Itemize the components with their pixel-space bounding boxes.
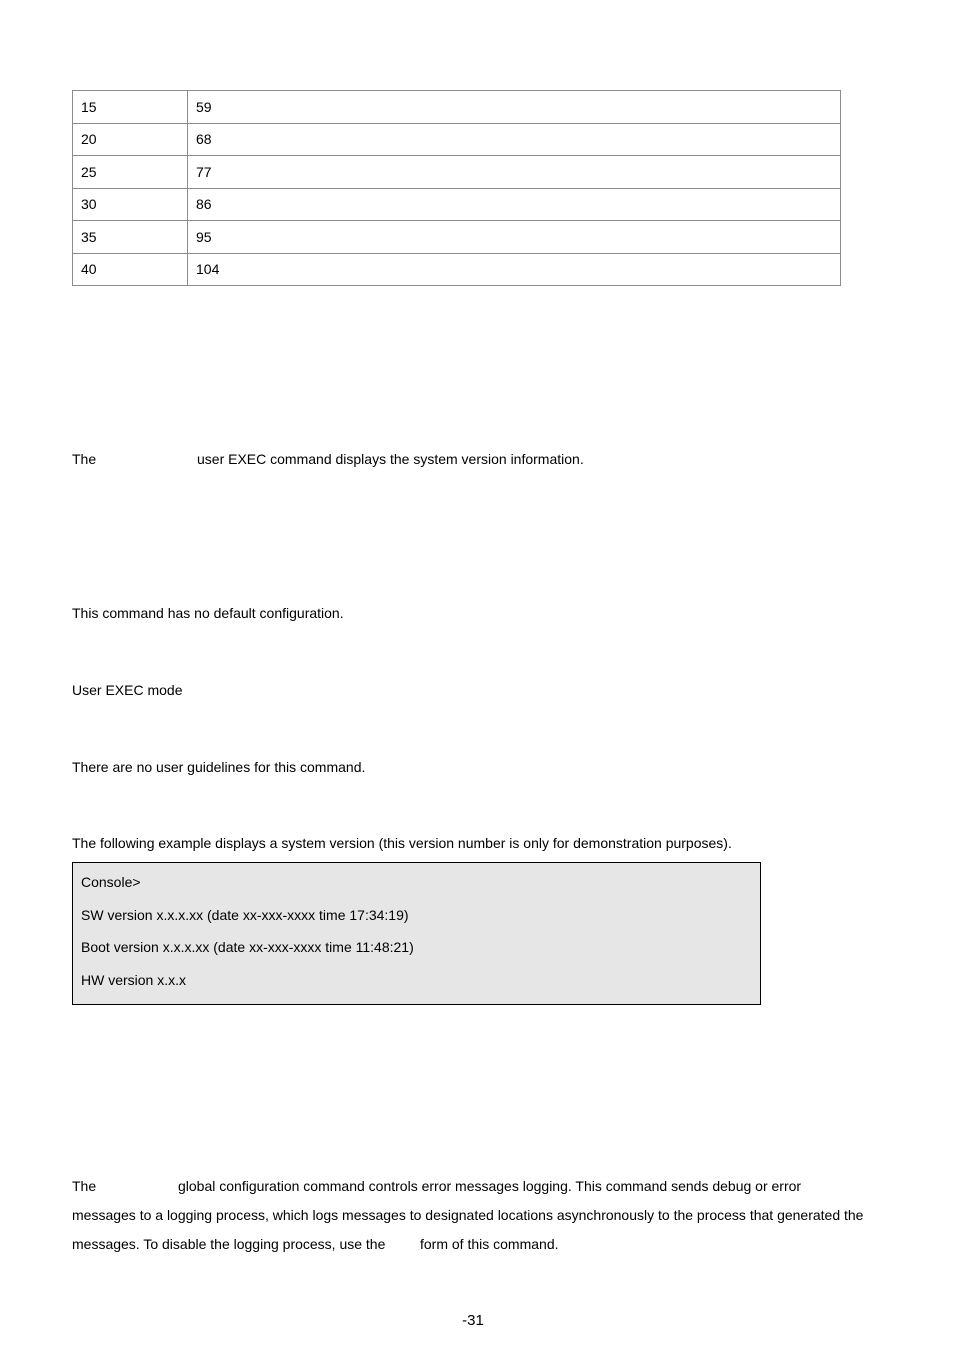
description-prefix: The (72, 451, 97, 467)
table-cell: 40 (73, 253, 188, 286)
table-cell: 68 (188, 123, 841, 156)
logging-line2-text: messages to a logging process, which logs messages to designated locations asynchronously to the process that generated the (72, 1207, 864, 1223)
console-line: SW version x.x.x.xx (date xx-xxx-xxxx time 17:34:19) (81, 907, 409, 923)
table-row (73, 253, 841, 286)
logging-line1-text: global configuration command controls error messages logging. This command sends debug or error (178, 1178, 802, 1194)
page-number: -31 (462, 1312, 484, 1329)
description-text: user EXEC command displays the system version information. (197, 451, 584, 467)
table-cell: 104 (188, 253, 841, 286)
table-cell: 30 (73, 188, 188, 221)
console-line: Boot version x.x.x.xx (date xx-xxx-xxxx time 11:48:21) (81, 939, 414, 955)
console-line: Console> (81, 874, 141, 890)
mode-text: User EXEC mode (72, 682, 183, 698)
table-cell: 59 (188, 91, 841, 124)
table-row (73, 188, 841, 221)
guidelines-text: There are no user guidelines for this command. (72, 759, 366, 775)
value-table (72, 90, 841, 286)
table-cell: 15 (73, 91, 188, 124)
table-cell: 86 (188, 188, 841, 221)
table-cell: 20 (73, 123, 188, 156)
table-cell: 35 (73, 221, 188, 254)
console-example (72, 862, 761, 1005)
table-row (73, 221, 841, 254)
table-row (73, 156, 841, 189)
table-cell: 95 (188, 221, 841, 254)
logging-line1-prefix: The (72, 1178, 97, 1194)
console-line: HW version x.x.x (81, 972, 187, 988)
logging-line3-text: form of this command. (420, 1236, 559, 1252)
table-row (73, 123, 841, 156)
example-intro: The following example displays a system version (this version number is only for demonstration purposes). (72, 835, 732, 851)
table-cell: 77 (188, 156, 841, 189)
table-row (73, 91, 841, 124)
default-text: This command has no default configuration. (72, 605, 344, 621)
table-cell: 25 (73, 156, 188, 189)
logging-line3-prefix: messages. To disable the logging process, use the (72, 1236, 386, 1252)
